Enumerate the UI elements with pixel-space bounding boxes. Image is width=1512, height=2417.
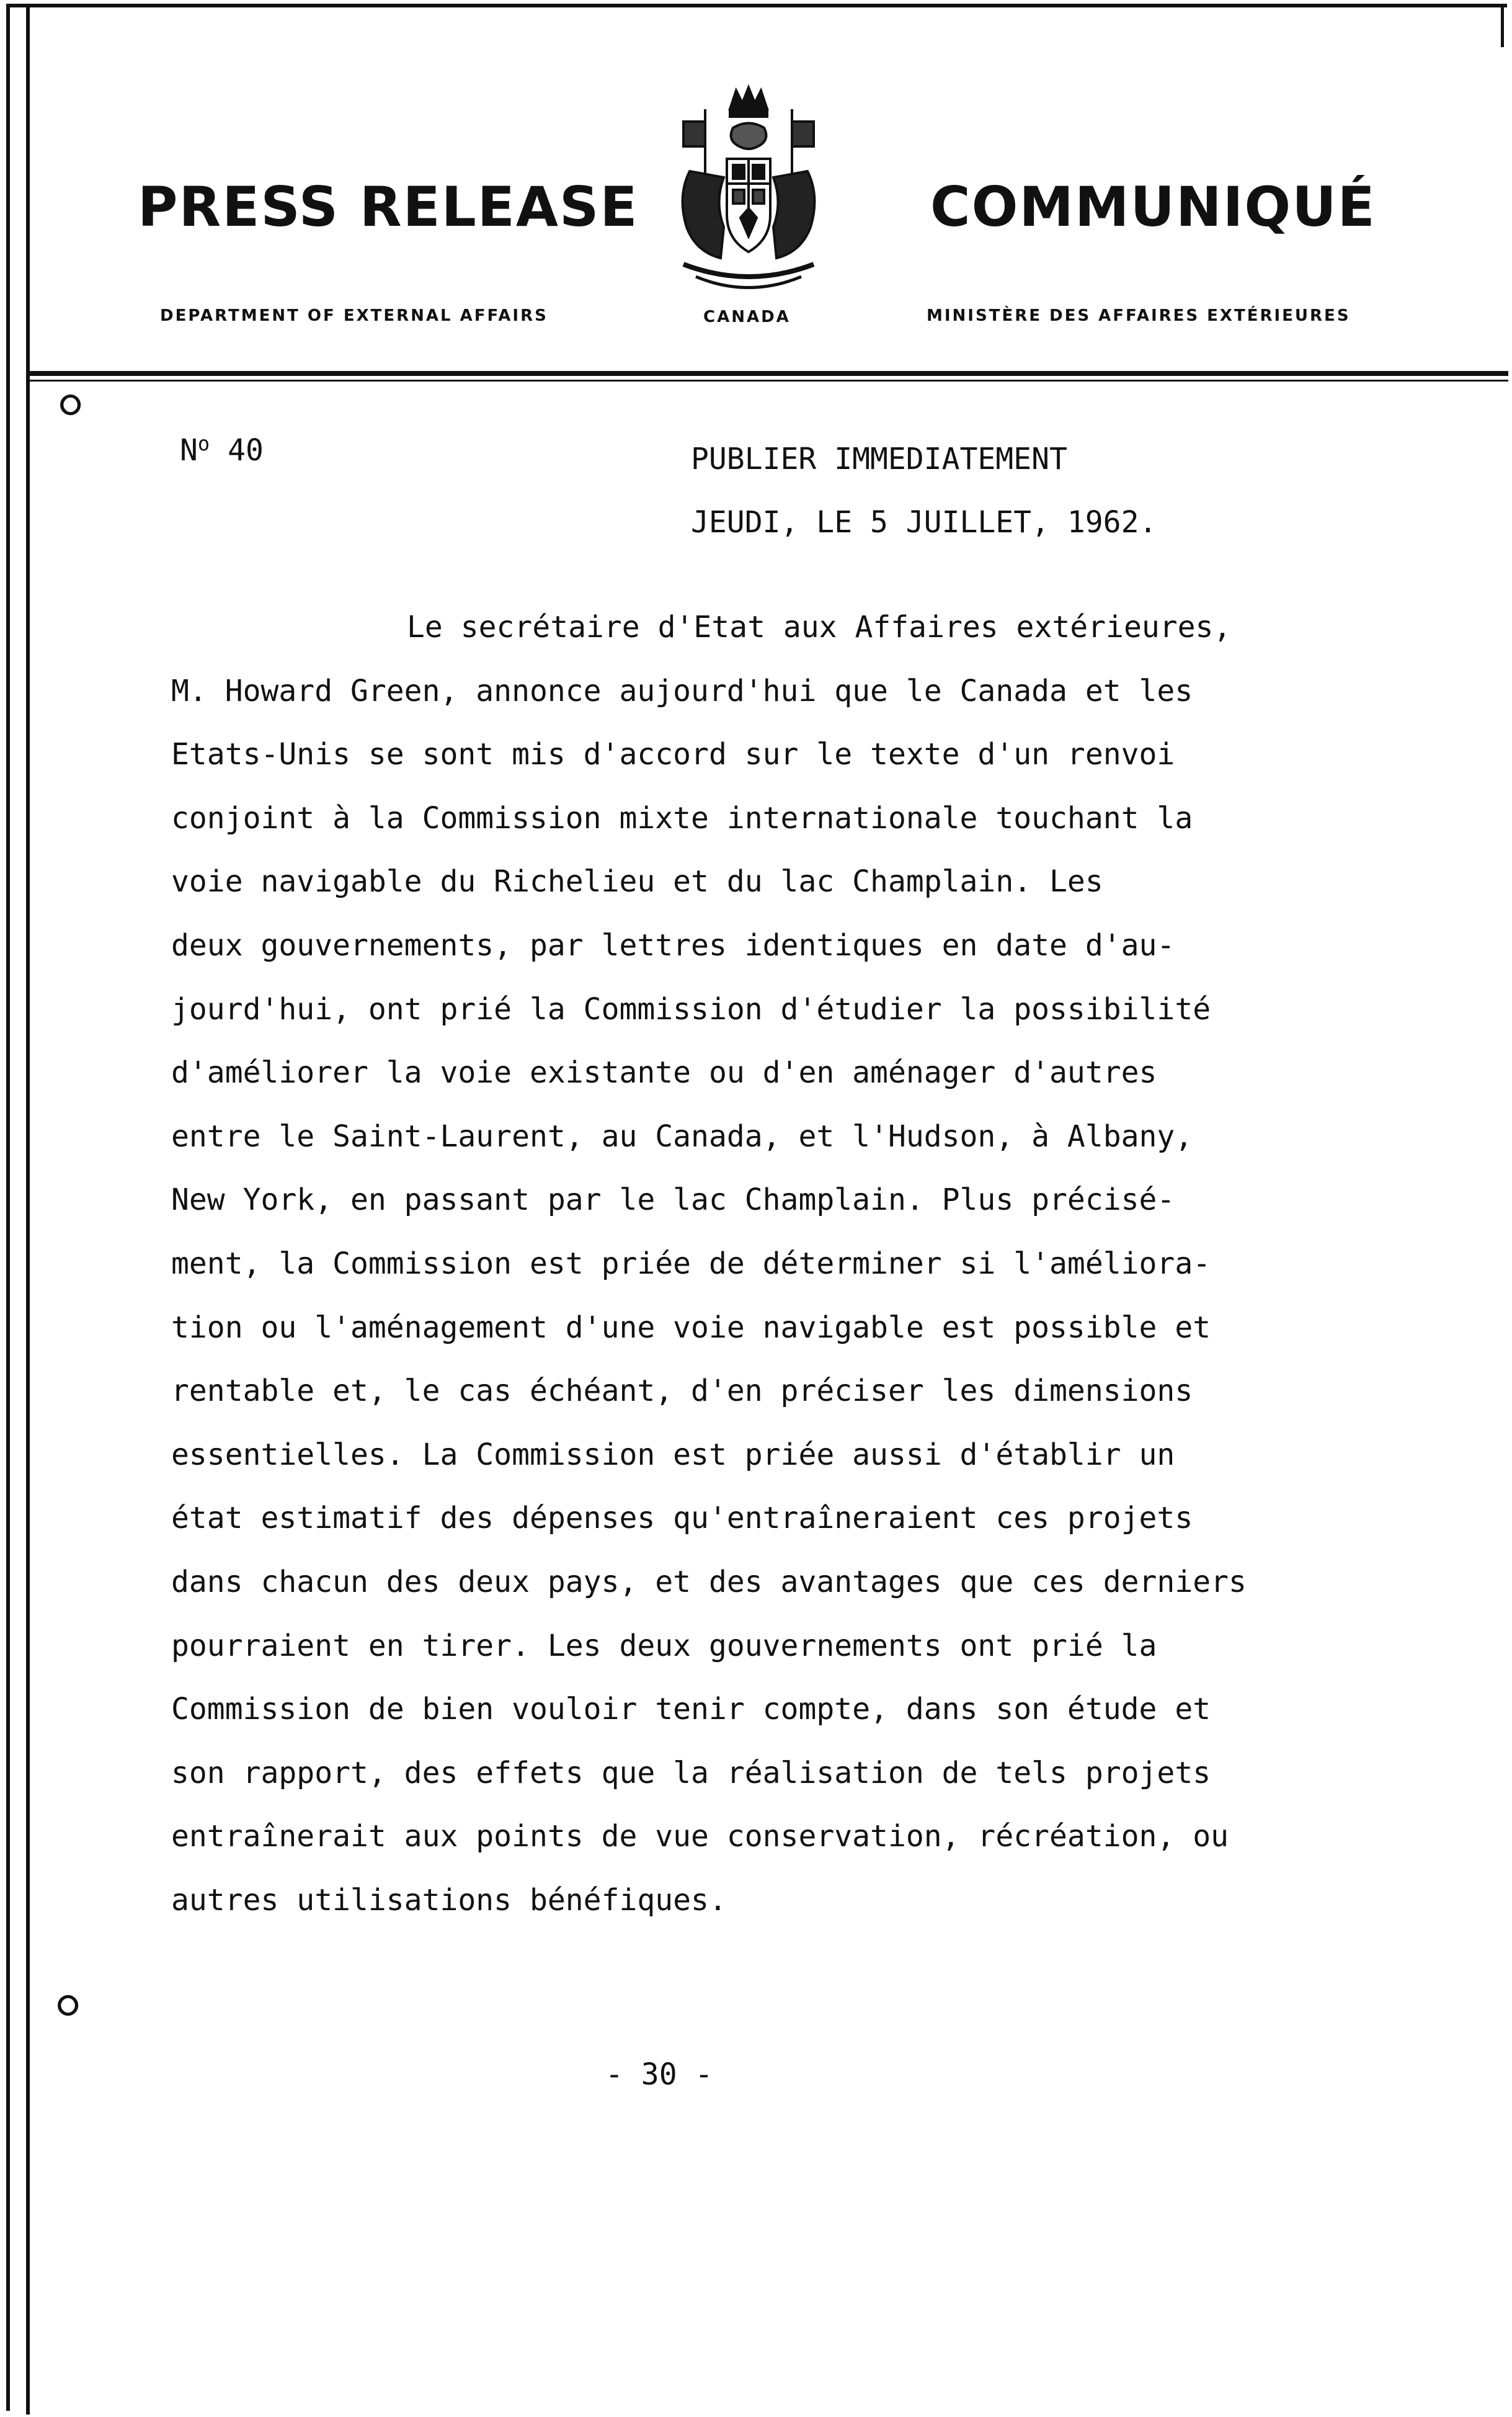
release-number-superscript: o: [197, 432, 210, 455]
body-line: dans chacun des deux pays, et des avantages que ces derniers: [171, 1564, 1247, 1599]
body-line: deux gouvernements, par lettres identiques en date d'au-: [171, 927, 1175, 963]
frame-left-rule-outer: [6, 4, 10, 2411]
body-line: ment, la Commission est priée de déterminer si l'améliora-: [171, 1246, 1211, 1281]
frame-left-rule-inner: [26, 7, 30, 2415]
body-line: essentielles. La Commission est priée aussi d'établir un: [171, 1437, 1175, 1472]
country-label: CANADA: [703, 308, 791, 326]
hole-punch-mark-top: ⭘: [60, 390, 82, 421]
letterhead-divider: [26, 371, 1508, 376]
body-text: [171, 596, 1461, 1932]
department-english: DEPARTMENT OF EXTERNAL AFFAIRS: [160, 306, 548, 325]
body-line: autres utilisations bénéfiques.: [171, 1882, 727, 1918]
body-line: état estimatif des dépenses qu'entraîneraient ces projets: [171, 1501, 1193, 1536]
title-press-release: PRESS RELEASE: [138, 175, 639, 239]
release-number-prefix: N: [180, 433, 198, 468]
body-line: M. Howard Green, annonce aujourd'hui que le Canada et les: [171, 673, 1193, 708]
body-line: pourraient en tirer. Les deux gouvernements ont prié la: [171, 1628, 1157, 1663]
body-line: entre le Saint-Laurent, au Canada, et l'Hudson, à Albany,: [171, 1119, 1193, 1154]
body-line: jourd'hui, ont prié la Commission d'étudier la possibilité: [171, 991, 1211, 1027]
release-date: JEUDI, LE 5 JUILLET, 1962.: [691, 505, 1157, 540]
department-french: MINISTÈRE DES AFFAIRES EXTÉRIEURES: [927, 306, 1351, 325]
frame-top-rule: [7, 4, 1507, 7]
letterhead-divider-thin: [26, 380, 1508, 382]
body-line: rentable et, le cas échéant, d'en préciser les dimensions: [171, 1374, 1193, 1409]
body-line: Etats-Unis se sont mis d'accord sur le texte d'un renvoi: [171, 737, 1175, 772]
release-number-value: 40: [210, 433, 264, 468]
title-communique: COMMUNIQUÉ: [930, 175, 1376, 239]
body-line: New York, en passant par le lac Champlain. Plus précisé-: [171, 1182, 1175, 1218]
body-line: voie navigable du Richelieu et du lac Champlain. Les: [171, 864, 1103, 900]
body-line: Commission de bien vouloir tenir compte, dans son étude et: [171, 1692, 1211, 1727]
page-number: - 30 -: [605, 2057, 713, 2092]
body-line: tion ou l'aménagement d'une voie navigable est possible et: [171, 1310, 1211, 1345]
release-number: [180, 432, 264, 468]
body-line: conjoint à la Commission mixte internationale touchant la: [171, 800, 1193, 836]
release-instruction: PUBLIER IMMEDIATEMENT: [691, 442, 1067, 476]
frame-right-rule: [1501, 4, 1504, 47]
body-line: son rapport, des effets que la réalisation de tels projets: [171, 1755, 1211, 1790]
body-line: entraînerait aux points de vue conservation, récréation, ou: [171, 1819, 1229, 1854]
coat-of-arms-icon: [671, 84, 826, 302]
hole-punch-mark-bottom: ⭘: [57, 1990, 79, 2022]
body-line: Le secrétaire d'Etat aux Affaires extérieures,: [407, 610, 1232, 645]
body-line: d'améliorer la voie existante ou d'en aménager d'autres: [171, 1055, 1157, 1091]
